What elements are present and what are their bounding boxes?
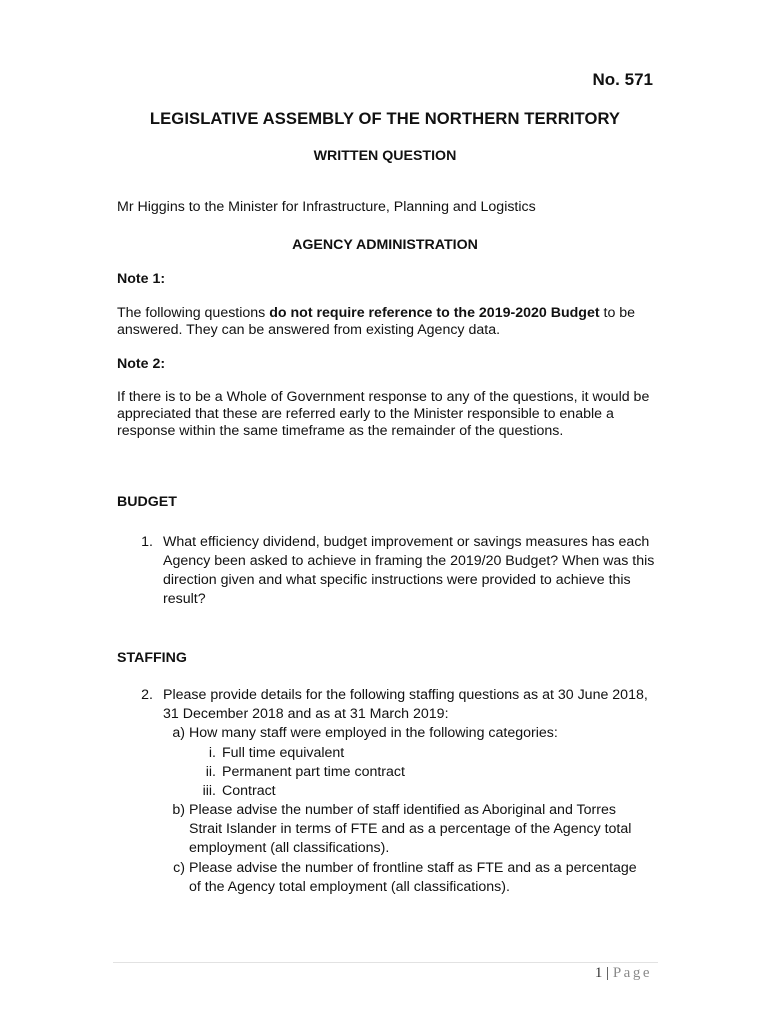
note1-heading: Note 1: — [117, 271, 166, 287]
question-text: Please provide details for the following staffing questions as at 30 June 2018, 31 December 2018 and as at 31 March 2019: — [163, 687, 648, 722]
question-number: No. 571 — [592, 70, 653, 89]
question-text: What efficiency dividend, budget improvement or savings measures has each Agency been asked to achieve in framing the 2019/20 Budget? When was this direction given and what specific instructions were provided to achieve this result? — [163, 534, 655, 607]
assembly-title: LEGISLATIVE ASSEMBLY OF THE NORTHERN TERRITORY — [149, 109, 621, 128]
document-type: WRITTEN QUESTION — [313, 148, 457, 164]
subquestion-text: Please advise the number of staff identified as Aboriginal and Torres Strait Islander in terms of FTE and as a percentage of the Agency total employment (all classifications). — [189, 802, 632, 856]
subject-heading: AGENCY ADMINISTRATION — [292, 237, 478, 253]
subquestion-label: a) — [172, 725, 185, 741]
category-text: Full time equivalent — [222, 745, 345, 761]
note2-heading: Note 2: — [117, 356, 166, 372]
page-number: 1 — [594, 965, 603, 981]
footer-divider — [113, 962, 658, 963]
note1-text — [117, 305, 657, 339]
subquestion-c — [163, 859, 643, 897]
subquestion-label: c) — [173, 860, 185, 876]
note1-text-bold: do not require reference to the 2019-2020 Budget — [269, 305, 600, 321]
category-label: iii. — [202, 783, 216, 799]
question-number-label: 2. — [141, 687, 153, 703]
addressee-line: Mr Higgins to the Minister for Infrastructure, Planning and Logistics — [117, 199, 536, 215]
category-text: Contract — [222, 783, 276, 799]
subquestion-text: How many staff were employed in the following categories: — [189, 725, 558, 741]
note2-text: If there is to be a Whole of Government response to any of the questions, it would be appreciated that these are referred early to the Minister responsible to enable a response within the same timeframe as the remainder of the questions. — [117, 389, 650, 439]
subquestion-label: b) — [172, 802, 185, 818]
section-heading-staffing: STAFFING — [117, 650, 187, 666]
category-label: ii. — [205, 764, 216, 780]
category-item-iii — [194, 782, 624, 801]
page-footer — [595, 965, 652, 982]
note1-text-after: to be answered. They can be answered from existing Agency data. — [117, 305, 636, 338]
subquestion-text: Please advise the number of frontline staff as FTE and as a percentage of the Agency total employment (all classifications). — [189, 860, 637, 895]
category-label: i. — [208, 745, 216, 761]
question-number-label: 1. — [141, 534, 153, 550]
subquestion-a — [163, 724, 643, 743]
subquestion-b — [163, 801, 643, 858]
section-heading-budget: BUDGET — [117, 494, 177, 510]
category-item-i — [194, 744, 624, 763]
category-item-ii — [194, 763, 624, 782]
page-word: Page — [612, 965, 652, 981]
note1-text-before: The following questions — [117, 305, 270, 321]
question-item-1 — [117, 533, 657, 609]
category-text: Permanent part time contract — [222, 764, 405, 780]
question-item-2 — [117, 686, 657, 724]
footer-separator: | — [606, 965, 610, 981]
